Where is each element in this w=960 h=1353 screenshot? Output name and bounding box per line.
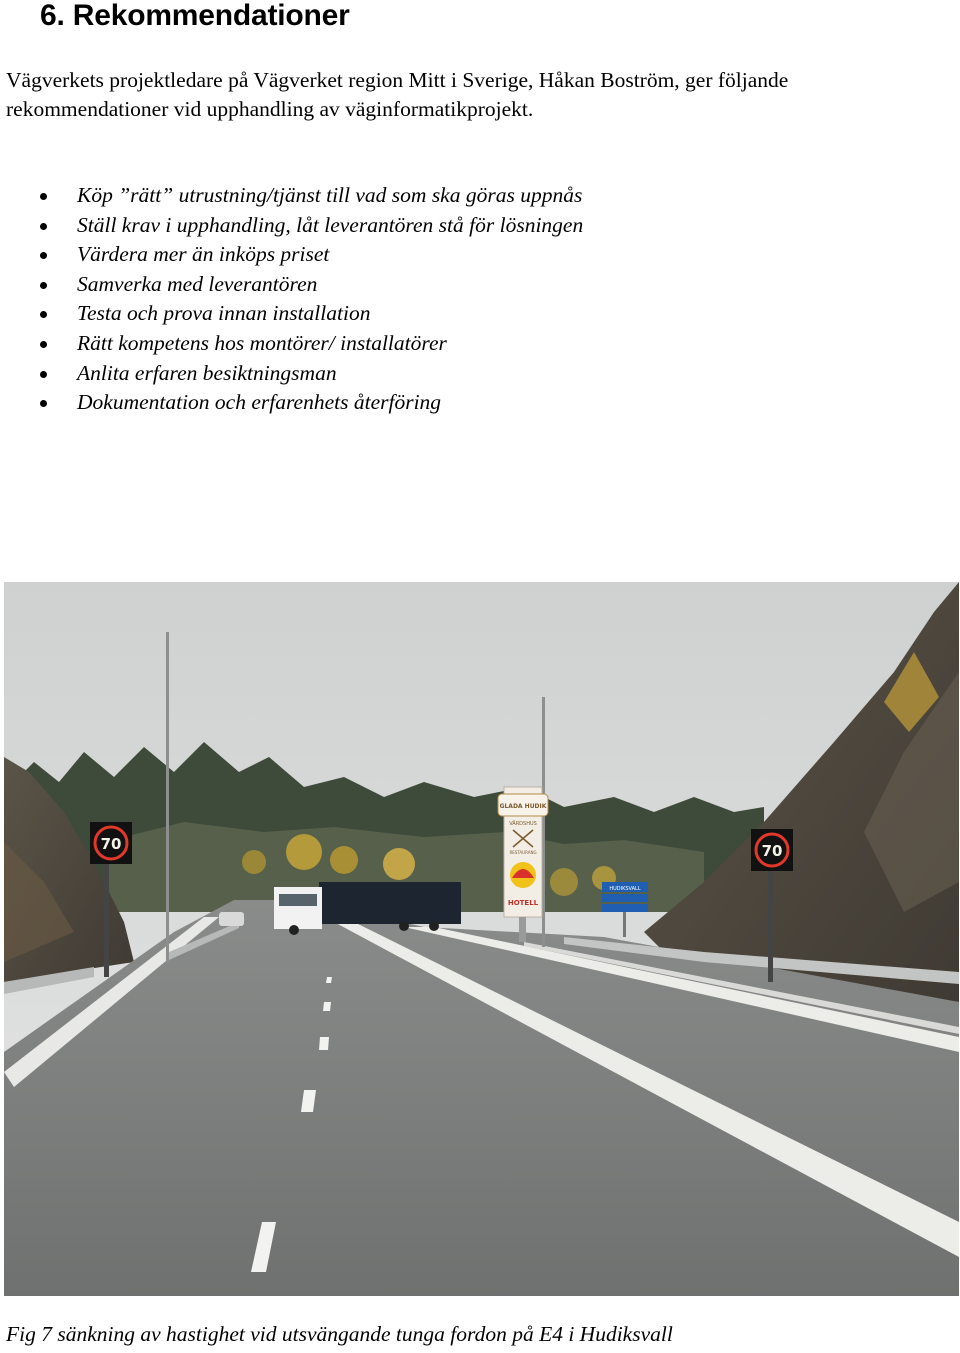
speed-sign-right-text: 70 — [761, 842, 783, 860]
list-item — [0, 329, 583, 359]
intro-paragraph: Vägverkets projektledare på Vägverket region Mitt i Sverige, Håkan Boström, ger följande rekommendationer vid upphandling av väginformatikprojekt. — [6, 68, 789, 121]
list-item — [0, 270, 583, 300]
figure-caption: Fig 7 sänkning av hastighet vid utsvängande tunga fordon på E4 i Hudiksvall — [6, 1322, 673, 1346]
pylon-sign-top-text: GLADA HUDIK — [499, 803, 547, 810]
list-item — [0, 299, 583, 329]
bullet-icon — [40, 252, 47, 259]
speed-sign-left-text: 70 — [100, 835, 122, 853]
section-heading: 6. Rekommendationer — [40, 0, 350, 32]
list-item-text: Dokumentation och erfarenhets återföring — [77, 390, 442, 415]
recommendation-list — [0, 181, 583, 418]
list-item-text: Värdera mer än inköps priset — [77, 242, 330, 267]
list-item-text: Testa och prova innan installation — [77, 301, 371, 326]
bullet-icon — [40, 223, 47, 230]
list-item — [0, 181, 583, 211]
pylon-sign-mid-text: VÄRDSHUS — [509, 821, 537, 827]
list-item — [0, 211, 583, 241]
bullet-icon — [40, 282, 47, 289]
list-item-text: Anlita erfaren besiktningsman — [77, 360, 337, 385]
list-item — [0, 240, 583, 270]
list-item-text: Rätt kompetens hos montörer/ installatörer — [77, 330, 447, 355]
bullet-icon — [40, 193, 47, 200]
bullet-icon — [40, 341, 47, 348]
car — [219, 912, 244, 926]
pylon-sign-restaurant-text: RESTAURANG — [509, 850, 537, 855]
road-photo — [4, 582, 959, 1296]
list-item — [0, 388, 583, 418]
light-pole — [166, 632, 169, 962]
list-item — [0, 359, 583, 389]
list-item-text: Samverka med leverantören — [77, 271, 318, 296]
pylon-sign-hotel-text: HOTELL — [507, 899, 539, 907]
bullet-icon — [40, 371, 47, 378]
bullet-icon — [40, 311, 47, 318]
list-item-text: Ställ krav i upphandling, låt leverantören stå för lösningen — [77, 212, 584, 237]
direction-sign-text: HUDIKSVALL — [609, 886, 641, 892]
list-item-text: Köp ”rätt” utrustning/tjänst till vad som ska göras uppnås — [77, 183, 583, 207]
bullet-icon — [40, 400, 47, 407]
